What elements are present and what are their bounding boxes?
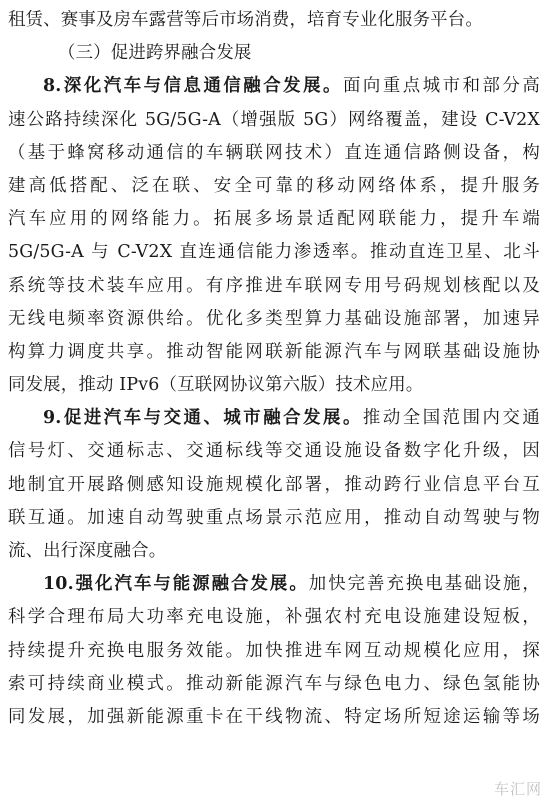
text-line [8,37,540,70]
line-text: 科学合理布局大功率充电设施，补强农村充电设施建设短板， [8,607,540,628]
text-line [8,104,540,137]
line-text: 信号灯、交通标志、交通标线等交通设施设备数字化升级，因 [8,441,540,462]
line-text: 同发展，加强新能源重卡在干线物流、特定场所短途运输等场 [8,706,540,727]
section-heading: 10.强化汽车与能源融合发展。 [43,574,309,595]
line-text: （基于蜂窝移动通信的车辆联网技术）直连通信路侧设备，构 [8,142,540,163]
line-text: 无线电频率资源供给。优化多类型算力基础设施部署，加速异 [8,308,540,329]
line-text: 联互通。加速自动驾驶重点场景示范应用，推动自动驾驶与物 [8,507,540,528]
line-text: 面向重点城市和部分高 [342,76,540,97]
line-text: 加快完善充换电基础设施， [308,574,540,595]
text-line [8,369,540,402]
line-text: 建高低搭配、泛在联、安全可靠的移动网络体系，提升服务 [8,175,540,196]
text-line [8,303,540,336]
text-line [8,203,540,236]
paragraph-body [8,4,540,734]
text-line [8,70,540,103]
line-text: 地制宜开展路侧感知设施规模化部署，推动跨行业信息平台互 [8,474,540,495]
text-line [8,270,540,303]
text-line [8,336,540,369]
text-line [8,4,540,37]
section-heading: 9.促进汽车与交通、城市融合发展。 [43,408,363,429]
text-line [8,635,540,668]
line-text: 5G/5G-A 与 C-V2X 直连通信能力渗透率。推动直连卫星、北斗 [8,242,540,263]
line-text: 构算力调度共享。推动智能网联新能源汽车与网联基础设施协 [8,341,540,362]
line-text: 流、出行深度融合。 [8,541,167,561]
text-line [8,568,540,601]
text-line [8,601,540,634]
text-line [8,236,540,269]
line-text: 租赁、赛事及房车露营等后市场消费，培育专业化服务平台。 [8,10,483,30]
line-text: 汽车应用的网络能力。拓展多场景适配网联能力，提升车端 [8,209,540,230]
text-line [8,170,540,203]
line-text: 索可持续商业模式。推动新能源汽车与绿色电力、绿色氢能协 [8,673,540,694]
text-line [8,469,540,502]
text-line [8,502,540,535]
line-text: 推动全国范围内交通 [362,408,540,429]
line-text: 同发展，推动 IPv6（互联网协议第六版）技术应用。 [8,375,424,396]
text-line [8,137,540,170]
text-line [8,701,540,734]
text-line [8,402,540,435]
line-text: （三）促进跨界融合发展 [58,43,252,64]
section-heading: 8.深化汽车与信息通信融合发展。 [43,76,343,97]
text-line [8,535,540,568]
text-line [8,435,540,468]
watermark: 车汇网 [493,780,542,798]
line-text: 系统等技术装车应用。有序推进车联网专用号码规划核配以及 [8,275,540,296]
line-text: 速公路持续深化 5G/5G-A（增强版 5G）网络覆盖，建设 C-V2X [8,109,540,130]
line-text: 持续提升充换电服务效能。加快推进车网互动规模化应用，探 [8,640,540,661]
text-line [8,668,540,701]
